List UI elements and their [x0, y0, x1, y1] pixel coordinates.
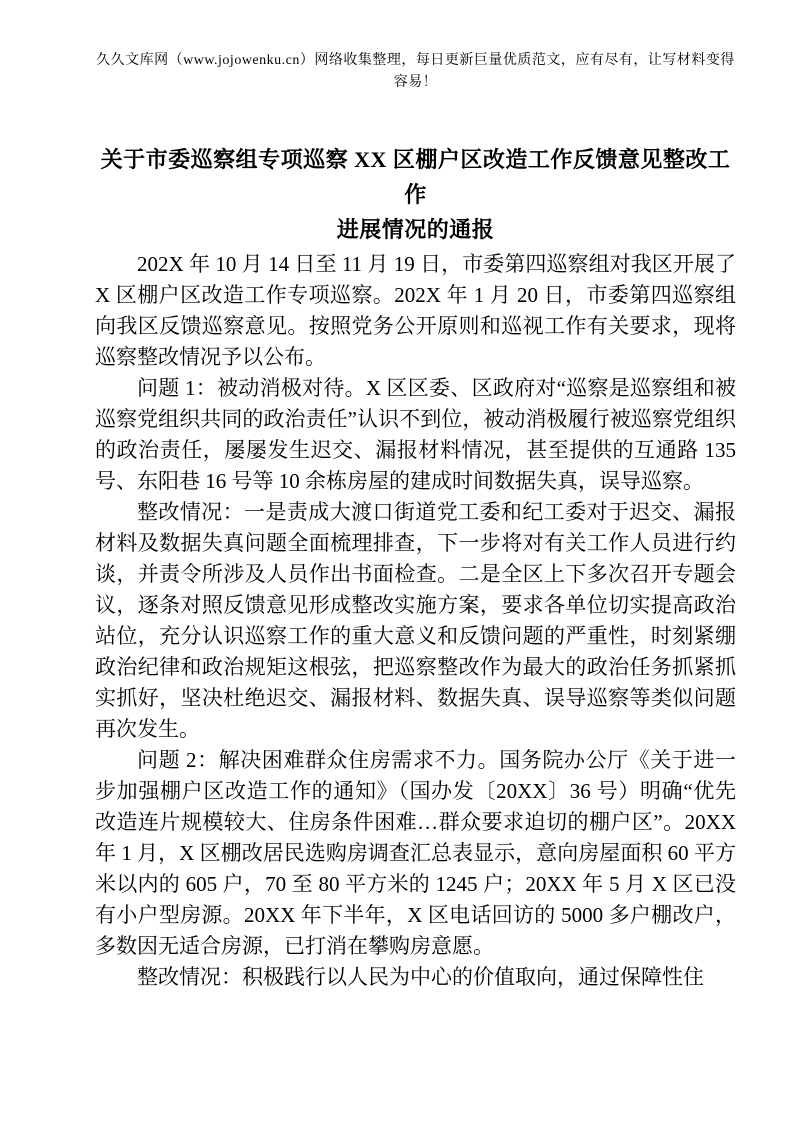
paragraph-rectification-1: 整改情况：一是责成大渡口街道党工委和纪工委对于迟交、漏报材料及数据失真问题全面梳理排查，下一步将对有关工作人员进行约谈，并责令所涉及人员作出书面检查。二是全区上下多次召开专题会议，逐条对照反馈意见形成整改实施方案，要求各单位切实提高政治站位，充分认识巡察工作的重大意义和反馈问题的严重性，时刻紧绷政治纪律和政治规矩这根弦，把巡察整改作为最大的政治任务抓紧抓实抓好，坚决杜绝迟交、漏报材料、数据失真、误导巡察等类似问题再次发生。: [95, 500, 736, 741]
paragraph-problem-1: 问题 1：被动消极对待。X 区区委、区政府对“巡察是巡察组和被巡察党组织共同的政治责任”认识不到位，被动消极履行被巡察党组织的政治责任，屡屡发生迟交、漏报材料情况，甚至提供的互通路 135 号、东阳巷 16 号等 10 余栋房屋的建成时间数据失真，误导巡察。: [95, 376, 736, 493]
document-body: [95, 249, 736, 993]
document-title-line2: 进展情况的通报: [336, 217, 495, 242]
watermark-header-line2: 容易！: [393, 75, 438, 90]
watermark-header: [95, 50, 736, 94]
paragraph-intro: 202X 年 10 月 14 日至 11 月 19 日，市委第四巡察组对我区开展了 X 区棚户区改造工作专项巡察。202X 年 1 月 20 日，市委第四巡察组向我区反馈巡察意见。按照党务公开原则和巡视工作有关要求，现将巡察整改情况予以公布。: [95, 252, 736, 369]
paragraph-rectification-2: 整改情况：积极践行以人民为中心的价值取向，通过保障性住: [137, 965, 704, 989]
document-title-line1: 关于市委巡察组专项巡察 XX 区棚户区改造工作反馈意见整改工作: [100, 147, 731, 207]
watermark-header-line1: 久久文库网（www.jojowenku.cn）网络收集整理，每日更新巨量优质范文，应有尽有，让写材料变得: [96, 53, 735, 68]
paragraph-problem-2: 问题 2：解决困难群众住房需求不力。国务院办公厅《关于进一步加强棚户区改造工作的通知》（国办发〔20XX〕36 号）明确“优先改造连片规模较大、住房条件困难…群众要求迫切的棚户区”。20XX 年 1 月，X 区棚改居民选购房调查汇总表显示，意向房屋面积 60 平方米以内的 605 户，70 至 80 平方米的 1245 户；20XX 年 5 月 X 区已没有小户型房源。20XX 年下半年，X 区电话回访的 5000 多户棚改户，多数因无适合房源，已打消在攀购房意愿。: [95, 748, 736, 958]
document-title: [95, 142, 736, 247]
